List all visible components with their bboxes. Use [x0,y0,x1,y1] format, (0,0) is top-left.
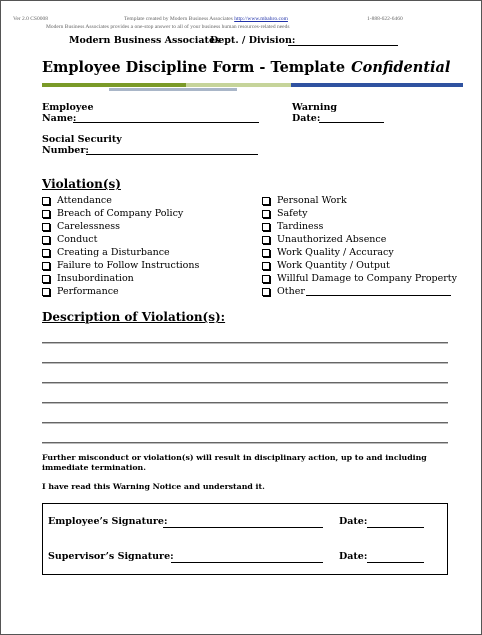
tagline-text: Modern Business Associates provides a one-stop answer to all of your business human resources-related needs [46,24,290,30]
violation-item-work-quality-accuracy[interactable] [262,246,457,259]
description-heading: Description of Violation(s): [42,310,226,324]
description-line-2[interactable] [42,362,448,364]
accent-bar-light [186,83,291,87]
violation-label: Attendance [57,195,112,206]
warning-date-label [292,102,337,124]
division-field[interactable] [288,45,398,46]
violation-item-safety[interactable] [262,207,457,220]
supervisor-signature-label: Supervisor’s Signature: [48,551,174,562]
violation-label: Conduct [57,234,98,245]
employee-label-line1: Employee [42,102,94,113]
violation-item-creating-a-disturbance[interactable] [42,246,199,259]
violation-label: Carelessness [57,221,120,232]
employee-name-field[interactable] [73,122,259,123]
violation-label: Creating a Disturbance [57,247,170,258]
title-confidential: Confidential [351,59,451,76]
description-line-1[interactable] [42,342,448,344]
violation-label: Breach of Company Policy [57,208,184,219]
employee-name-label [42,102,94,124]
violation-label: Willful Damage to Company Property [277,273,457,284]
acknowledgement-text: I have read this Warning Notice and understand it. [42,482,265,491]
violation-checkbox[interactable] [42,236,50,244]
employee-signature-field[interactable] [163,527,323,528]
warning-label-line2: Date: [292,113,321,124]
violation-checkbox[interactable] [42,197,50,205]
ssn-label-line1: Social Security [42,134,122,145]
violation-checkbox[interactable] [42,275,50,283]
signature-box [42,503,448,575]
accent-bar-green [42,83,186,87]
violation-checkbox[interactable] [262,262,270,270]
violation-item-insubordination[interactable] [42,272,199,285]
violation-label: Work Quality / Accuracy [277,247,394,258]
title-text: Employee Discipline Form - Template [42,59,346,76]
violation-checkbox[interactable] [262,236,270,244]
violation-item-unauthorized-absence[interactable] [262,233,457,246]
employee-date-field[interactable] [367,527,424,528]
violation-label: Failure to Follow Instructions [57,260,200,271]
company-name: Modern Business Associates [69,35,221,46]
supervisor-date-label: Date: [339,551,368,562]
description-line-5[interactable] [42,422,448,424]
accent-bar-gray [109,88,237,91]
violations-heading: Violation(s) [42,177,121,191]
description-line-4[interactable] [42,402,448,404]
violation-label: Unauthorized Absence [277,234,387,245]
violation-checkbox[interactable] [42,262,50,270]
violation-label: Work Quantity / Output [277,260,390,271]
employee-label-line2: Name: [42,113,77,124]
violation-label: Insubordination [57,273,134,284]
violation-checkbox[interactable] [262,210,270,218]
accent-bar-blue [291,83,463,87]
phone-text: 1-888-622-6460 [367,16,403,22]
description-line-6[interactable] [42,442,448,444]
violation-label: Safety [277,208,308,219]
violation-item-conduct[interactable] [42,233,199,246]
page-title [42,59,450,76]
violation-checkbox[interactable] [262,249,270,257]
violation-checkbox[interactable] [262,223,270,231]
created-by-text [124,16,288,22]
violation-item-carelessness[interactable] [42,220,199,233]
violation-label: Tardiness [277,221,324,232]
warning-label-line1: Warning [292,102,338,113]
notice-text: Further misconduct or violation(s) will result in disciplinary action, up to and including immediate termination. [42,453,427,472]
violation-label: Performance [57,286,119,297]
violation-item-failure-to-follow-instructions[interactable] [42,259,199,272]
violation-checkbox[interactable] [42,249,50,257]
violation-label: Personal Work [277,195,347,206]
violations-right-list [262,194,457,298]
violation-checkbox[interactable] [262,197,270,205]
violation-item-willful-damage-to-company-property[interactable] [262,272,457,285]
violation-item-personal-work[interactable] [262,194,457,207]
employee-signature-label: Employee’s Signature: [48,516,168,527]
employee-date-label: Date: [339,516,368,527]
warning-date-field[interactable] [319,122,384,123]
website-link[interactable]: http://www.mbahro.com [234,16,288,22]
supervisor-date-field[interactable] [367,562,424,563]
description-line-3[interactable] [42,382,448,384]
violation-item-work-quantity-output[interactable] [262,259,457,272]
violation-item-other[interactable] [262,285,457,298]
ssn-label [42,134,122,156]
violation-label: Other [277,286,305,297]
violation-item-breach-of-company-policy[interactable] [42,207,199,220]
version-text: Ver 2.0 CS0008 [13,16,48,22]
other-violation-field[interactable] [306,287,451,296]
division-label: Dept. / Division: [210,35,296,46]
violation-checkbox[interactable] [262,275,270,283]
violation-checkbox[interactable] [42,210,50,218]
ssn-label-line2: Number: [42,145,89,156]
violation-checkbox[interactable] [42,223,50,231]
violation-item-performance[interactable] [42,285,199,298]
supervisor-signature-field[interactable] [171,562,323,563]
violations-left-list [42,194,199,298]
violation-item-tardiness[interactable] [262,220,457,233]
violation-checkbox[interactable] [262,288,270,296]
violation-item-attendance[interactable] [42,194,199,207]
created-by-label: Template created by Modern Business Associates [124,16,233,22]
ssn-field[interactable] [86,154,258,155]
violation-checkbox[interactable] [42,288,50,296]
